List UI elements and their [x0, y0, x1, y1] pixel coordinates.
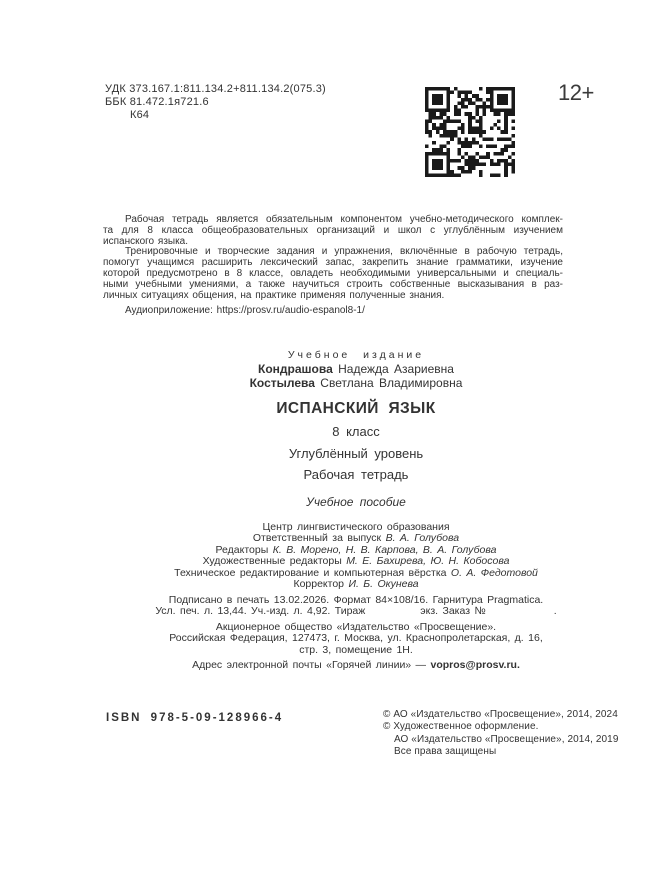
imprint-line-2: Усл. печ. л. 13,44. Уч.-изд. л. 4,92. Тираж экз. Заказ № . — [155, 605, 557, 618]
annotation-line: которой предусмотрено в 8 классе, овладеть необходимыми универсальными и специаль- — [103, 267, 563, 279]
credit-line: Техническое редактирование и компьютерная вёрстка О. А. Федотовой — [174, 566, 538, 579]
hotline-email[interactable]: vopros@prosv.ru. — [430, 659, 520, 671]
audio-app-line — [103, 305, 563, 316]
publisher-name: Акционерное общество «Издательство «Просвещение». — [215, 621, 497, 633]
credit-line: Ответственный за выпуск В. А. Голубова — [252, 532, 460, 545]
publisher-address: Российская Федерация, 127473, г. Москва, ул. Краснопролетарская, д. 16, — [169, 632, 543, 645]
credit-line: Художественные редакторы М. Е. Бахирева, Ю. Н. Кобосова — [202, 555, 510, 568]
credits-block — [62, 522, 650, 590]
author-name — [62, 363, 650, 377]
author-code: К64 — [130, 109, 150, 121]
annotation-line: Тренировочные и творческие задания и упражнения, включённые в рабочую тетрадь, — [125, 246, 563, 258]
annotation-line: испанского языка. — [103, 235, 189, 247]
grade-line: 8 класс — [332, 424, 380, 439]
book-title: ИСПАНСКИЙ ЯЗЫК — [276, 400, 436, 417]
copyright-block — [383, 709, 619, 759]
subtitle-line: Рабочая тетрадь — [303, 467, 409, 482]
audio-app-url[interactable]: https://prosv.ru/audio-espanol8-1/ — [216, 305, 365, 316]
hotline-label: Адрес электронной почты «Горячей линии» — — [192, 659, 427, 671]
credit-line: Корректор И. Б. Окунева — [293, 578, 419, 591]
annotation-line: Рабочая тетрадь является обязательным компонентом учебно-методического комплек- — [125, 214, 563, 225]
annotation-line: помогут учащимся расширить лексический запас, закрепить знание грамматики, изучение — [103, 257, 563, 269]
udk-line: УДК 373.167.1:811.134.2+811.134.2(075.3) — [105, 83, 326, 95]
author-name — [62, 377, 650, 391]
publisher-address-2: стр. 3, помещение 1Н. — [299, 643, 413, 656]
authors-block — [62, 363, 650, 390]
edition-kind: Учебное издание — [287, 349, 425, 361]
imprint-block — [62, 595, 650, 618]
credit-line: Редакторы К. В. Морено, Н. В. Карпова, В. А. Голубова — [215, 543, 497, 556]
author-surname: Костылева — [249, 375, 315, 390]
copyright-line: АО «Издательство «Просвещение», 2014, 2019 — [394, 733, 619, 745]
copyright-line: © АО «Издательство «Просвещение», 2014, 2024 — [383, 709, 618, 720]
qr-code — [425, 87, 515, 177]
age-rating-badge: 12+ — [558, 80, 594, 105]
bibliographic-codes — [105, 83, 326, 122]
author-given-names: Надежда Азариевна — [338, 362, 454, 376]
hotline-line — [62, 659, 650, 671]
annotation-line: ными учебными умениями, а также научиться строить собственные высказывания в раз- — [103, 278, 563, 290]
credit-line: Центр лингвистического образования — [262, 521, 450, 533]
copyright-line: Все права защищены — [394, 746, 497, 758]
bbk-line: ББК 81.472.1я721.6 — [105, 96, 209, 108]
edition-type: Учебное пособие — [306, 495, 406, 509]
annotation-line: личных ситуациях общения, на практике применяя полученные знания. — [103, 289, 445, 301]
author-surname: Кондрашова — [258, 362, 333, 376]
imprint-line-1: Подписано в печать 13.02.2026. Формат 84×108/16. Гарнитура Pragmatica. — [168, 594, 544, 606]
annotation-line: та для 8 класса общеобразовательных организаций и школ с углублённым изучением — [103, 224, 563, 236]
audio-app-label: Аудиоприложение: — [125, 305, 213, 316]
isbn: ISBN 978-5-09-128966-4 — [106, 712, 284, 724]
author-given-names: Светлана Владимировна — [320, 375, 463, 390]
copyright-line: © Художественное оформление. — [383, 721, 539, 733]
level-line: Углублённый уровень — [288, 446, 424, 461]
annotation-block — [103, 215, 563, 301]
publisher-block — [62, 622, 650, 656]
